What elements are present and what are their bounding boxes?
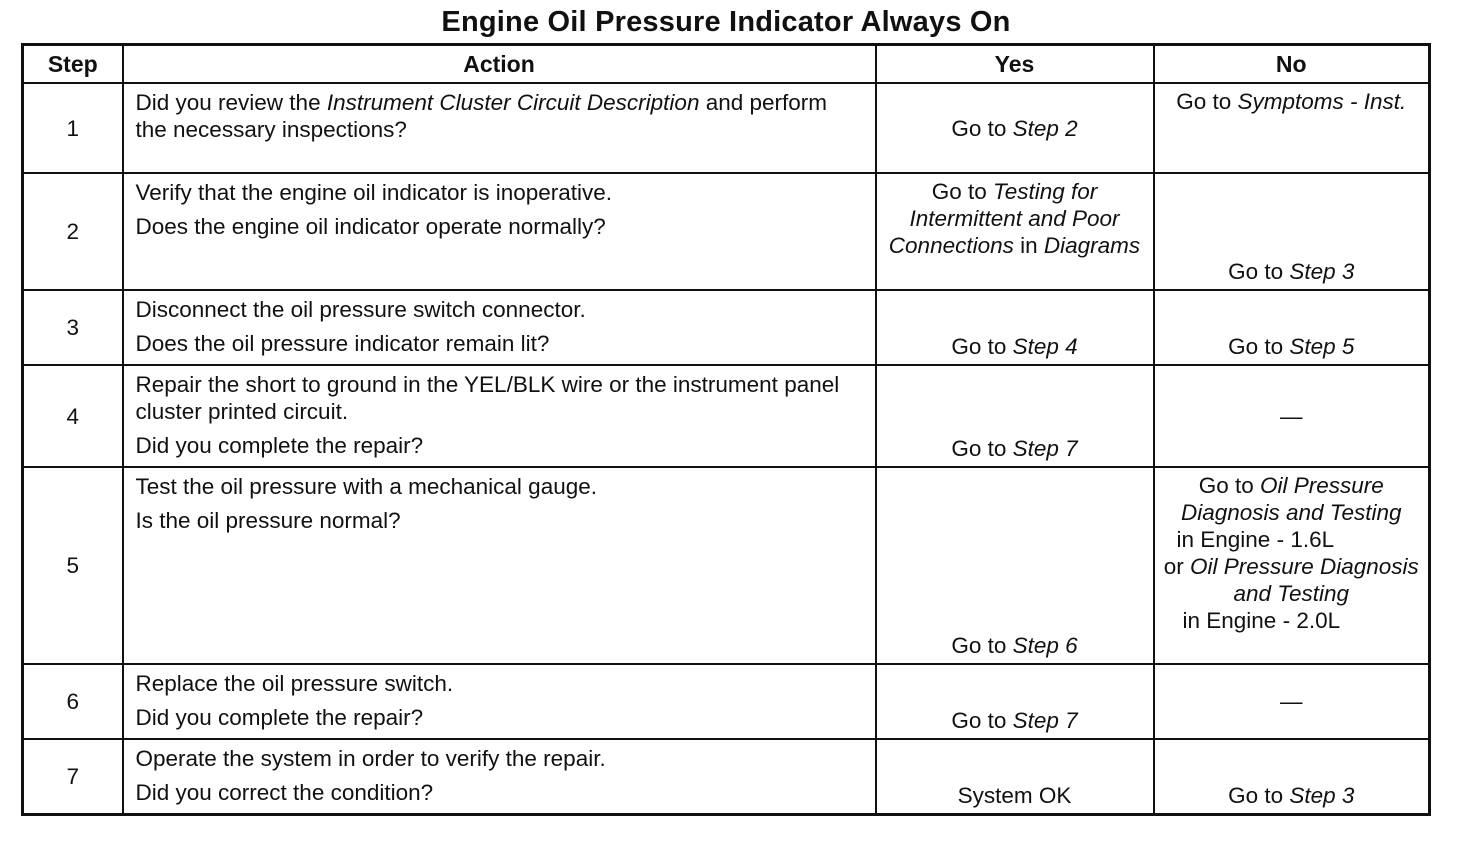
action-cell — [123, 467, 876, 664]
action-text: Test the oil pressure with a mechanical gauge. — [135, 474, 598, 499]
step-number: 4 — [23, 365, 123, 467]
action-cell — [123, 173, 876, 290]
action-cell — [123, 739, 876, 815]
header-yes: Yes — [876, 45, 1154, 84]
dash: — — [1280, 403, 1303, 429]
no-cell: Go to Step 3 — [1154, 173, 1430, 290]
action-question: Did you complete the repair? — [135, 433, 424, 458]
step-number: 7 — [23, 739, 123, 815]
action-question: Did you complete the repair? — [135, 705, 424, 730]
no-cell — [1154, 365, 1430, 467]
action-question: Is the oil pressure normal? — [135, 508, 401, 533]
yes-cell: Go to Step 7 — [876, 365, 1154, 467]
action-text: Did you review the Instrument Cluster Circuit Description and perform the necessary inspections? — [135, 90, 828, 142]
step-number: 1 — [23, 83, 123, 173]
no-cell: Go to Symptoms - Inst. — [1154, 83, 1430, 173]
action-cell — [123, 83, 876, 173]
no-cell: Go to Step 5 — [1154, 290, 1430, 365]
step-number: 6 — [23, 664, 123, 739]
action-text: Operate the system in order to verify the repair. — [135, 746, 606, 771]
yes-cell: Go to Step 4 — [876, 290, 1154, 365]
no-cell — [1154, 664, 1430, 739]
page-title: Engine Oil Pressure Indicator Always On — [441, 6, 1011, 38]
action-question: Does the oil pressure indicator remain lit? — [135, 331, 550, 356]
header-step: Step — [23, 45, 123, 84]
table-row — [23, 365, 1430, 467]
step-number: 3 — [23, 290, 123, 365]
step-number: 2 — [23, 173, 123, 290]
action-text: Disconnect the oil pressure switch connector. — [135, 297, 586, 322]
action-cell — [123, 290, 876, 365]
dash: — — [1280, 689, 1303, 714]
yes-cell: Go to Testing for Intermittent and Poor Connections in Diagrams — [876, 173, 1154, 290]
action-question: Did you correct the condition? — [135, 780, 434, 805]
header-no: No — [1154, 45, 1430, 84]
action-text: Replace the oil pressure switch. — [135, 671, 454, 696]
table-row — [23, 467, 1430, 664]
table-row — [23, 664, 1430, 739]
table-row — [23, 290, 1430, 365]
action-text: Verify that the engine oil indicator is inoperative. — [135, 180, 613, 205]
yes-cell: Go to Step 2 — [876, 83, 1154, 173]
yes-cell: Go to Step 7 — [876, 664, 1154, 739]
diagnostic-table — [21, 43, 1431, 816]
action-text: Repair the short to ground in the YEL/BLK wire or the instrument panel cluster printed circuit. — [135, 372, 840, 424]
action-question: Does the engine oil indicator operate normally? — [135, 214, 606, 239]
action-cell — [123, 664, 876, 739]
no-cell: Go to Oil Pressure Diagnosis and Testing in Engine - 1.6L or Oil Pressure Diagnosis and Testing in Engine - 2.0L — [1154, 467, 1430, 664]
yes-cell: Go to Step 6 — [876, 467, 1154, 664]
header-action: Action — [123, 45, 876, 84]
yes-cell: System OK — [876, 739, 1154, 815]
table-header-row — [23, 45, 1430, 84]
table-row — [23, 739, 1430, 815]
step-number: 5 — [23, 467, 123, 664]
table-row — [23, 83, 1430, 173]
table-row — [23, 173, 1430, 290]
action-cell — [123, 365, 876, 467]
no-cell: Go to Step 3 — [1154, 739, 1430, 815]
